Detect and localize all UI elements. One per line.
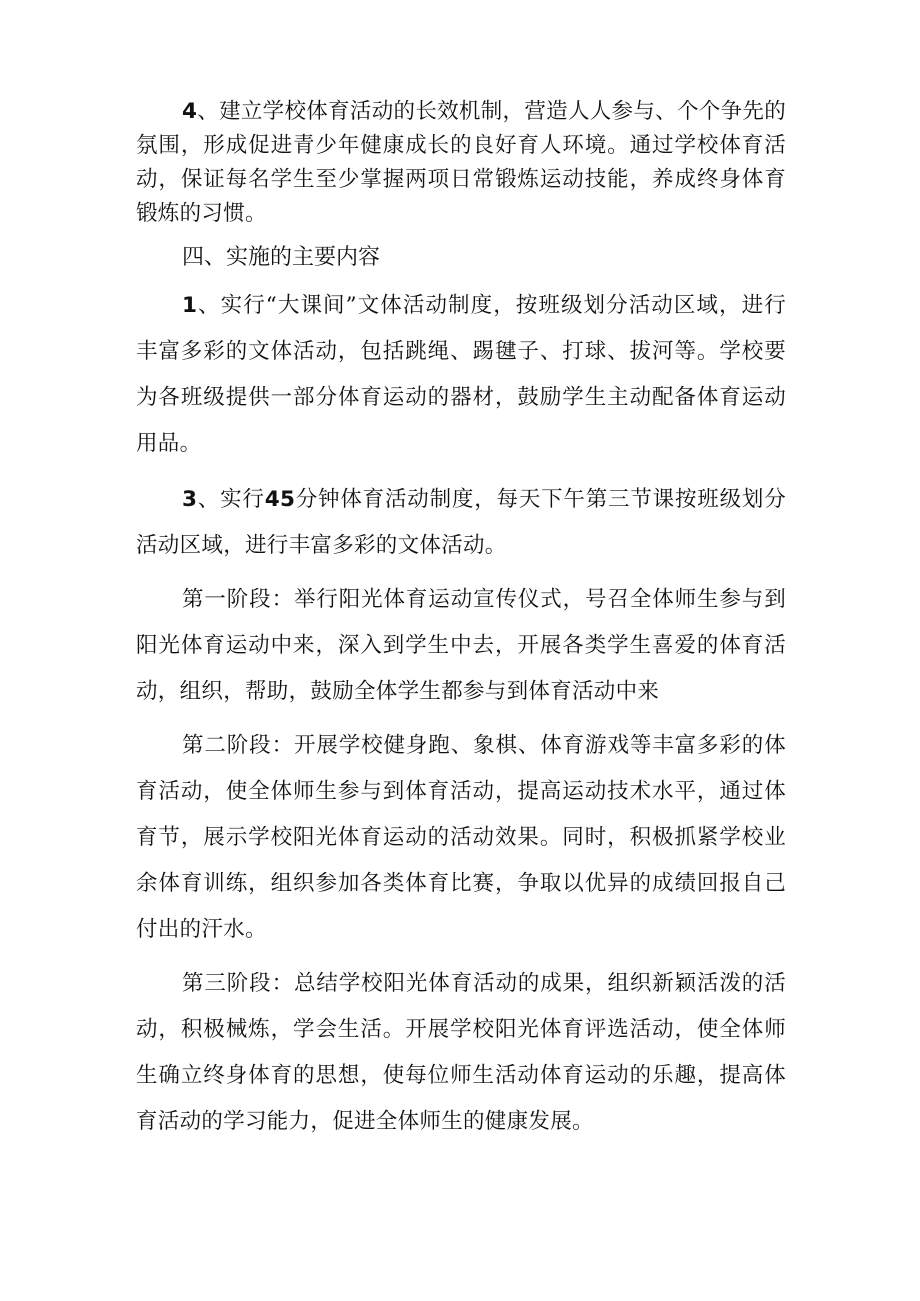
item-number: 4 xyxy=(182,99,198,124)
paragraph-text: 、实行 xyxy=(197,487,265,512)
paragraph-text: 、建立学校体育活动的长效机制，营造人人参与、个个争先的氛围，形成促进青少年健康成长的良好育人环境。通过学校体育活动，保证每名学生至少掌握两项日常锻炼运动技能，养成终身体育锻炼的习惯。 xyxy=(136,99,786,226)
paragraph-item-4 xyxy=(136,95,786,231)
paragraph-item-3 xyxy=(136,477,786,569)
paragraph-text: 、实行“大课间”文体活动制度，按班级划分活动区域，进行丰富多彩的文体活动，包括跳绳、踢毽子、打球、拔河等。学校要为各班级提供一部分体育运动的器材，鼓励学生主动配备体育运动用品。 xyxy=(136,293,786,456)
paragraph-stage-2: 第二阶段：开展学校健身跑、象棋、体育游戏等丰富多彩的体育活动，使全体师生参与到体育活动，提高运动技术水平，通过体育节，展示学校阳光体育运动的活动效果。同时，积极抓紧学校业余体育训练，组织参加各类体育比赛，争取以优异的成绩回报自己付出的汗水。 xyxy=(136,733,786,942)
minutes-number: 45 xyxy=(264,487,296,512)
paragraph-stage-1: 第一阶段：举行阳光体育运动宣传仪式，号召全体师生参与到阳光体育运动中来，深入到学生中去，开展各类学生喜爱的体育活动，组织，帮助，鼓励全体学生都参与到体育活动中来 xyxy=(136,587,786,704)
item-number: 3 xyxy=(182,487,198,512)
paragraph-text: 分钟体育活动制度，每天下午第三节课按班级划分活动区域，进行丰富多彩的文体活动。 xyxy=(136,487,786,558)
item-number: 1 xyxy=(182,293,198,318)
document-page xyxy=(136,95,786,1145)
section-heading: 四、实施的主要内容 xyxy=(182,245,381,270)
paragraph-stage-3: 第三阶段：总结学校阳光体育活动的成果，组织新颖活泼的活动，积极械炼，学会生活。开展学校阳光体育评选活动，使全体师生确立终身体育的思想，使每位师生活动体育运动的乐趣，提高体育活动的学习能力，促进全体师生的健康发展。 xyxy=(136,971,786,1134)
paragraph-item-1 xyxy=(136,283,786,467)
